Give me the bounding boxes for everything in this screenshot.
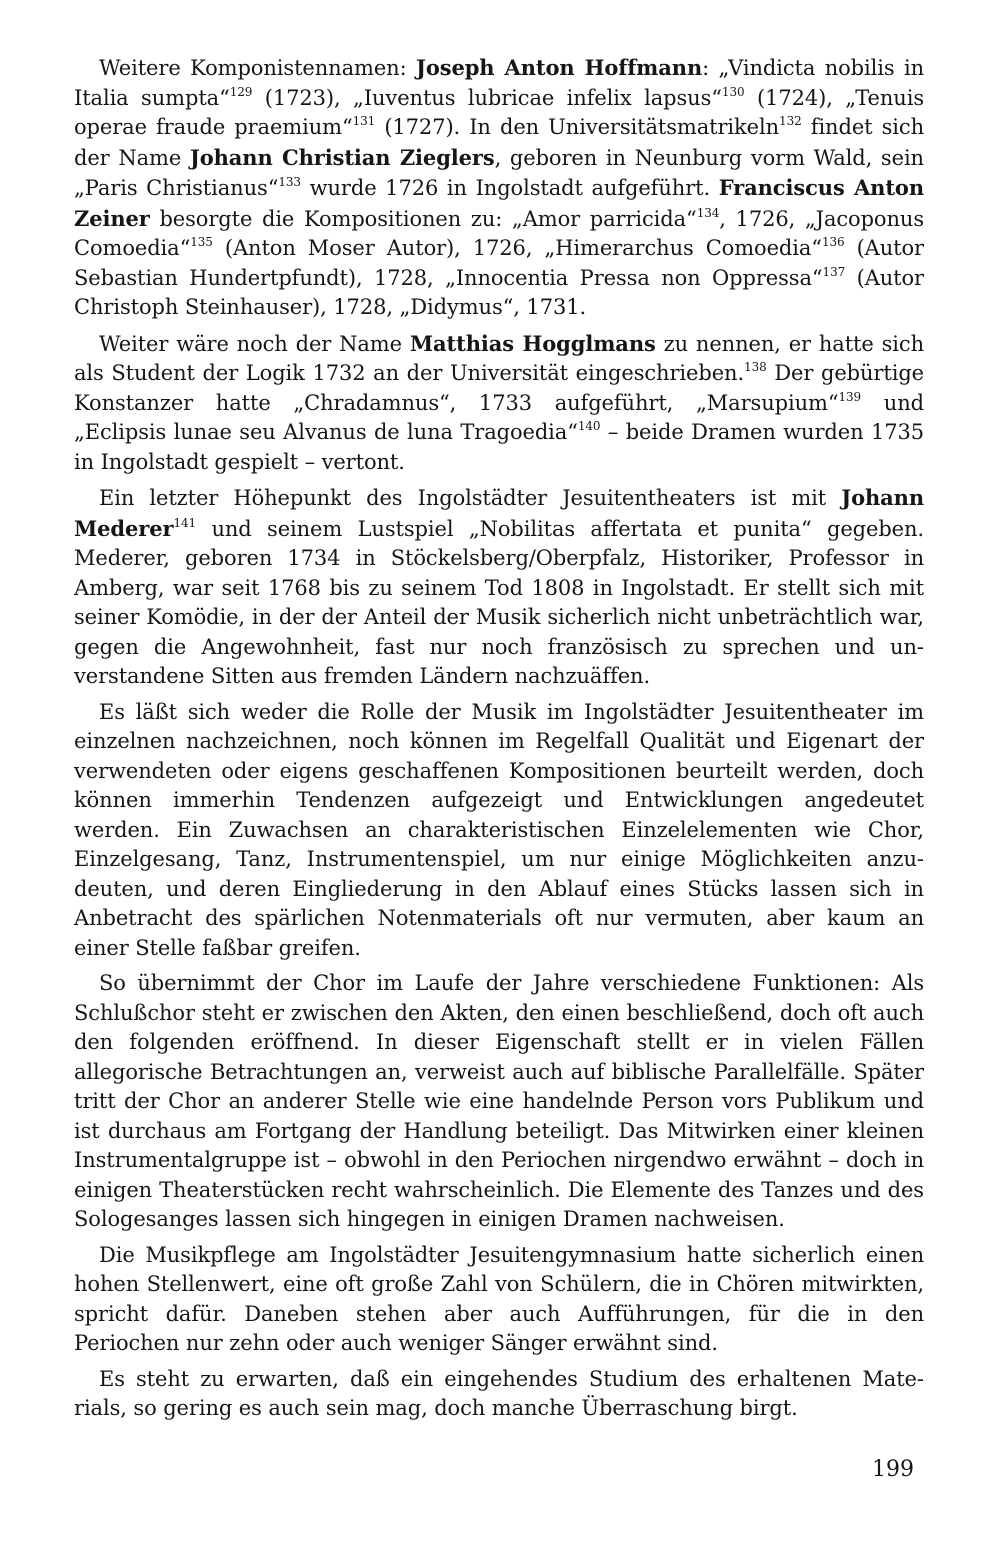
composer-name: Matthias Hogglmans	[409, 330, 656, 356]
footnote-reference: 129	[229, 84, 253, 99]
footnote-reference: 140	[577, 419, 601, 433]
paragraph-1	[74, 53, 924, 323]
page-body	[74, 53, 924, 1430]
text-segment: , 1726, „Jacoponus Comoedia“	[74, 206, 924, 260]
composer-name: Joseph Anton Hoffmann	[415, 55, 703, 80]
paragraph-2	[74, 329, 924, 478]
text-segment: : „Vindicta nobilis in Italia sumpta“	[74, 56, 925, 110]
footnote-reference: 141	[173, 515, 197, 530]
text-segment: – beide Dramen wurden 1735 in Ingolstadt gespielt – vertont.	[74, 420, 924, 474]
paragraph-6	[74, 1241, 924, 1359]
text-segment: wurde 1726 in Ingolstadt aufgeführt.	[300, 176, 719, 200]
composer-name: Johann Mederer	[74, 485, 924, 541]
text-segment: (1724), „Tenuis operae fraude praemium“	[74, 85, 924, 139]
footnote-reference: 139	[838, 389, 862, 404]
text-segment: besorgte die Kompositionen zu: „Amor parricida“	[149, 206, 697, 231]
text-segment: Der gebürtige Konstanzer hatte „Chradamnus“, 1733 aufgeführt, „Marsupium“	[74, 361, 924, 415]
composer-name: Johann Christian Zieglers	[189, 144, 495, 170]
text-segment: (1723), „Iuventus lubricae infelix lapsus“	[252, 85, 722, 110]
text-segment: (Autor Sebastian Hundertpfundt), 1728, „Innocentia Pressa non Oppressa“	[74, 236, 924, 290]
text-segment: (Autor Christoph Steinhauser), 1728, „Didymus“, 1731.	[74, 265, 924, 319]
text-segment: Weitere Komponistennamen:	[99, 56, 416, 80]
text-segment: (1727). In den Universitätsmatrikeln	[375, 115, 780, 139]
paragraph-4	[74, 698, 924, 964]
text-segment: (Anton Moser Autor), 1726, „Himerarchus Comoedia“	[212, 236, 822, 260]
text-segment: So übernimmt der Chor im Laufe der Jahre verschiedene Funktionen: Als Schlußchor steht er zwischen den Akten, den einen beschließend, doch oft auch den folgenden eröffnend. In dieser Eigenschaft stellt er in vielen Fällen allegorische Betrachtungen an, verweist auch auf biblische Parallelfälle. Später tritt der Chor an anderer Stelle wie eine handelnde Person vors Publikum und ist durchaus am Fortgang der Handlung beteiligt. Das Mitwirken einer kleinen Instrumentalgruppe ist – obwohl in den Periochen nirgendwo erwähnt – doch in einigen Theaterstücken recht wahrscheinlich. Die Elemente des Tanzes und des Sologesanges lassen sich hingegen in einigen Dramen nachweisen.	[74, 971, 924, 1231]
footnote-reference: 138	[744, 360, 767, 374]
footnote-reference: 131	[352, 114, 376, 128]
footnote-reference: 135	[190, 235, 213, 249]
footnote-reference: 136	[821, 235, 845, 249]
footnote-reference: 133	[278, 175, 301, 189]
text-segment: , geboren in Neunburg vorm Wald, sein „Paris Christianus“	[74, 145, 924, 200]
text-segment: und seinem Lustspiel „Nobilitas affertata et punita“ gegeben. Mederer, geboren 1734 in Stöckelsberg/Oberpfalz, Historiker, Professor in Amberg, war seit 1768 bis zu seinem Tod 1808 in Ingolstadt. Er stellt sich mit seiner Komödie, in der der Anteil der Musik sicherlich nicht unbeträchtlich war, gegen die Angewohnheit, fast nur noch französisch zu sprechen und unverstandene Sitten aus fremden Ländern nachzuäffen.	[74, 516, 924, 688]
text-segment: Es läßt sich weder die Rolle der Musik im Ingolstädter Jesuitentheater im einzelnen nachzeichnen, noch können im Regelfall Qualität und Eigenart der verwendeten oder eigens geschaffenen Kompositionen beurteilt werden, doch können immerhin Tendenzen aufgezeigt und Entwicklungen angedeutet werden. Ein Zuwachsen an charakteristischen Einzelelementen wie Chor, Einzelgesang, Tanz, Instrumentenspiel, um nur einige Möglichkeiten anzudeuten, und deren Eingliederung in den Ablauf eines Stücks lassen sich in Anbetracht des spärlichen Notenmaterials oft nur vermuten, aber kaum an einer Stelle faßbar greifen.	[74, 699, 924, 960]
page-number: 199	[872, 1457, 914, 1482]
paragraph-3	[74, 483, 924, 692]
text-segment: Weiter wäre noch der Name	[99, 331, 410, 356]
footnote-reference: 137	[822, 264, 846, 279]
text-segment: zu nennen, er hatte sich als Student der Logik 1732 an der Universität eingeschrieben.	[74, 331, 924, 385]
footnote-reference: 134	[696, 205, 720, 220]
paragraph-7	[74, 1365, 924, 1424]
text-segment: Die Musikpflege am Ingolstädter Jesuitengymnasium hatte sicherlich einen hohen Stellenwert, eine oft große Zahl von Schülern, die in Chören mitwirkten, spricht dafür. Daneben stehen aber auch Aufführungen, für die in den Periochen nur zehn oder auch weniger Sänger erwähnt sind.	[74, 1242, 924, 1355]
composer-name: Franciscus Anton Zeiner	[74, 175, 924, 231]
text-segment: und „Eclipsis lunae seu Alvanus de luna Tragoedia“	[74, 390, 924, 444]
footnote-reference: 130	[721, 84, 745, 99]
text-segment: findet sich der Name	[74, 115, 924, 170]
text-segment: Ein letzter Höhepunkt des Ingolstädter Jesuitentheaters ist mit	[99, 486, 842, 510]
text-segment: Es steht zu erwarten, daß ein eingehendes Studium des erhaltenen Materials, so gering es auch sein mag, doch manche Überraschung birgt.	[74, 1366, 924, 1420]
footnote-reference: 132	[779, 114, 802, 128]
paragraph-5	[74, 969, 924, 1235]
